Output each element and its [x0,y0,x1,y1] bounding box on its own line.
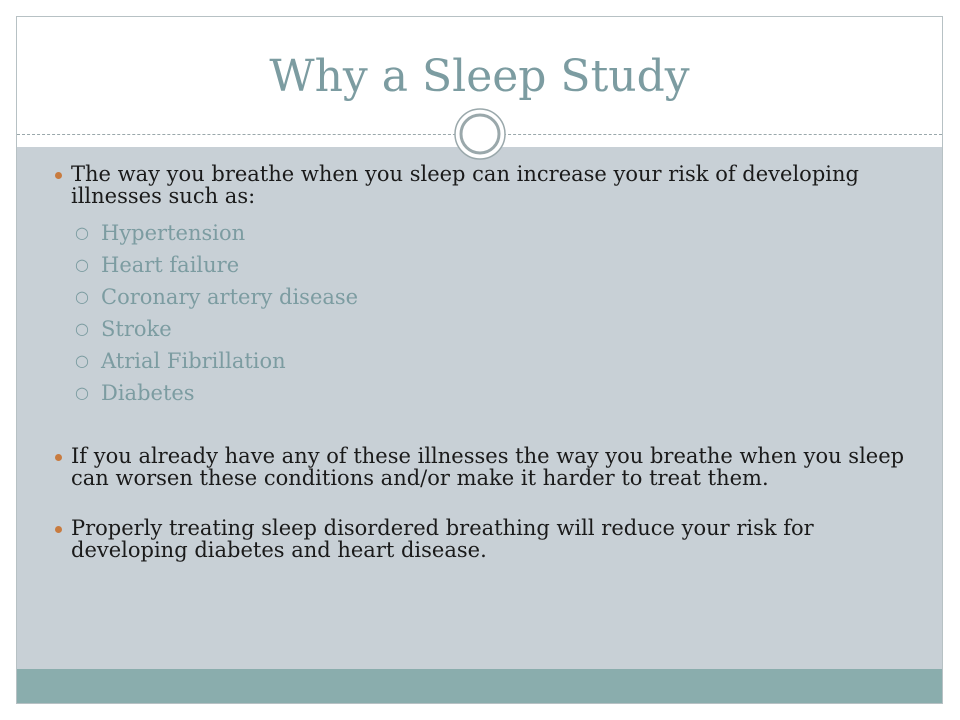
bullet-list [49,163,929,577]
bullet-text: Properly treating sleep disordered breathing will reduce your risk for developing diabetes and heart disease. [71,516,814,562]
footer-band [17,669,942,703]
list-item [71,313,929,345]
list-item-label: Atrial Fibrillation [101,349,286,373]
circle-bullet-icon: ○ [75,287,89,306]
list-item [71,217,929,249]
slide-title: Why a Sleep Study [269,51,690,102]
list-item [71,377,929,409]
list-item [71,345,929,377]
circle-bullet-icon: ○ [75,351,89,370]
list-item-label: Coronary artery disease [101,285,359,309]
circle-bullet-icon: ○ [75,255,89,274]
dot-bullet-icon [55,526,62,533]
bullet-text: If you already have any of these illnesses the way you breathe when you sleep can worsen these conditions and/or make it harder to treat them. [71,444,905,490]
bullet-text: The way you breathe when you sleep can increase your risk of developing illnesses such as: [71,162,859,208]
list-item-label: Hypertension [101,221,246,245]
list-item-label: Stroke [101,317,172,341]
circle-bullet-icon: ○ [75,319,89,338]
ring-icon [453,107,507,161]
circle-bullet-icon: ○ [75,223,89,242]
slide [16,16,943,704]
bullet-item [49,517,929,561]
bullet-item [49,163,929,409]
list-item-label: Diabetes [101,381,195,405]
circle-bullet-icon: ○ [75,383,89,402]
dot-bullet-icon [55,172,62,179]
list-item [71,281,929,313]
illness-list [71,217,929,409]
dot-bullet-icon [55,454,62,461]
list-item-label: Heart failure [101,253,240,277]
bullet-item [49,445,929,489]
spacer [49,425,929,445]
list-item [71,249,929,281]
